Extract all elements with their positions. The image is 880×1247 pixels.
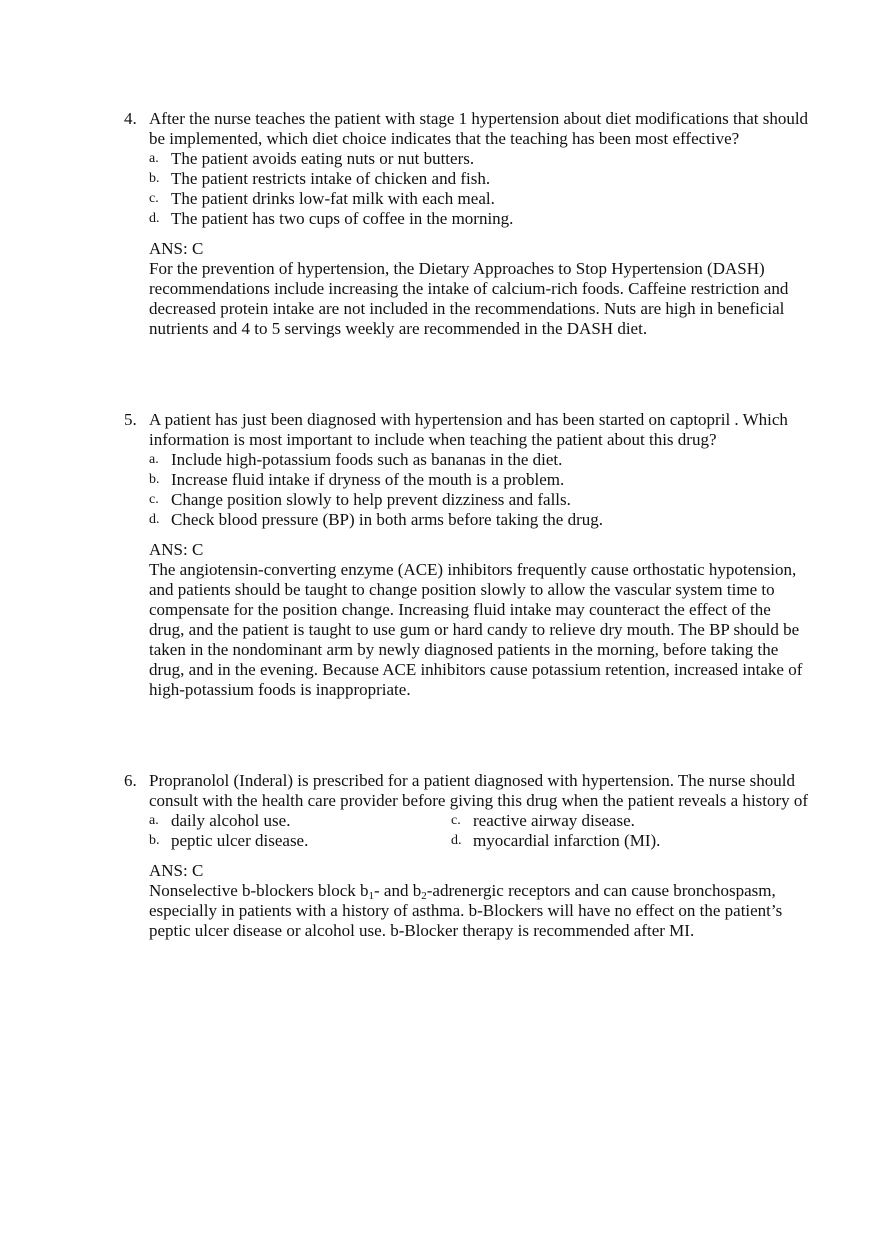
answer-block [149, 239, 810, 339]
answer-block [149, 861, 810, 941]
question-stem: After the nurse teaches the patient with stage 1 hypertension about diet modifications that should be implemented, which diet choice indicates that the teaching has been most effective? [149, 109, 809, 148]
question-number: 4. [124, 109, 137, 128]
option-c: c. reactive airway disease. [451, 811, 635, 830]
option-c: c. Change position slowly to help prevent dizziness and falls. [149, 490, 571, 509]
question-stem: A patient has just been diagnosed with hypertension and has been started on captopril . Which information is most important to include when teaching the patient about this drug? [149, 410, 788, 449]
option-d: d. myocardial infarction (MI). [451, 831, 661, 850]
option-b: b. peptic ulcer disease. [149, 831, 309, 850]
question-5 [124, 410, 810, 700]
option-list [149, 450, 810, 530]
rationale: The angiotensin-converting enzyme (ACE) inhibitors frequently cause orthostatic hypotension, and patients should be taught to change position slowly to allow the vascular system time to compensate for the position change. Increasing fluid intake may counteract the effect of the drug, and the patient is taught to use gum or hard candy to relieve dry mouth. The BP should be taken in the nondominant arm by newly diagnosed patients in the morning, before taking the drug, and in the evening. Because ACE inhibitors cause potassium retention, increased intake of high-potassium foods is inappropriate. [149, 560, 803, 699]
answer-key: ANS: C [149, 861, 204, 880]
option-a: a. daily alcohol use. [149, 811, 291, 830]
answer-key: ANS: C [149, 239, 204, 258]
question-number: 6. [124, 771, 137, 790]
option-c: c. The patient drinks low-fat milk with each meal. [149, 189, 495, 208]
option-b: b. Increase fluid intake if dryness of the mouth is a problem. [149, 470, 565, 489]
question-number: 5. [124, 410, 137, 429]
option-a: a. The patient avoids eating nuts or nut butters. [149, 149, 475, 168]
option-d: d. The patient has two cups of coffee in the morning. [149, 209, 514, 228]
question-4 [124, 109, 810, 339]
option-b: b. The patient restricts intake of chicken and fish. [149, 169, 491, 188]
question-stem: Propranolol (Inderal) is prescribed for a patient diagnosed with hypertension. The nurse should consult with the health care provider before giving this drug when the patient reveals a history of [149, 771, 809, 810]
option-a: a. Include high-potassium foods such as bananas in the diet. [149, 450, 563, 469]
rationale: For the prevention of hypertension, the Dietary Approaches to Stop Hypertension (DASH) recommendations include increasing the intake of calcium-rich foods. Caffeine restriction and decreased protein intake are not included in the recommendations. Nuts are high in beneficial nutrients and 4 to 5 servings weekly are recommended in the DASH diet. [149, 259, 789, 338]
option-list [149, 149, 810, 229]
answer-block [149, 540, 810, 700]
question-6 [124, 771, 810, 941]
answer-key: ANS: C [149, 540, 204, 559]
option-d: d. Check blood pressure (BP) in both arms before taking the drug. [149, 510, 603, 529]
rationale: Nonselective b-blockers block $b_1-$ and $b_2$-adrenergic receptors and can cause bronchospasm, especially in patients with a history of asthma. b-Blockers will have no effect on the patient’s peptic ulcer disease or alcohol use. b-Blocker therapy is recommended after MI. [149, 881, 783, 940]
option-list [149, 811, 810, 851]
